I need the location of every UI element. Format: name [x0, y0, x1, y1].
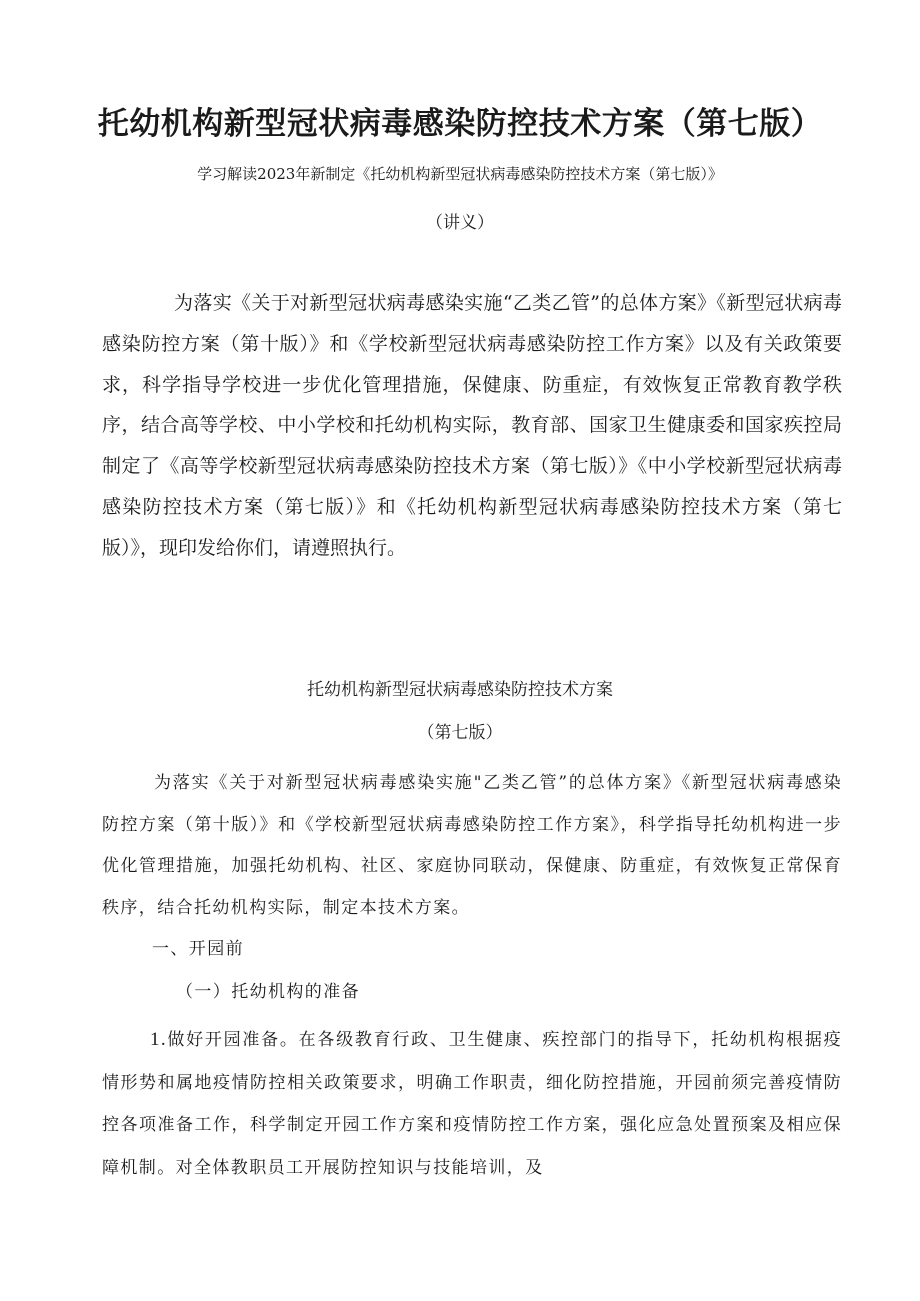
body-paragraph-1: 为落实《关于对新型冠状病毒感染实施"乙类乙管”的总体方案》《新型冠状病毒感染防控方案（第十版）》和《学校新型冠状病毒感染防控工作方案》，科学指导托幼机构进一步优化管理措施，加强托幼机构、社区、家庭协同联动，保健康、防重症，有效恢复正常保育秩序，结合托幼机构实际，制定本技术方案。	[102, 773, 842, 919]
body-paragraph-2	[102, 1019, 842, 1189]
section-version: （第七版）	[417, 723, 503, 743]
document-title: 托幼机构新型冠状病毒感染防控技术方案（第七版）	[97, 106, 823, 142]
section-title: 托幼机构新型冠状病毒感染防控技术方案	[307, 680, 613, 700]
item-text: 在各级教育行政、卫生健康、疾控部门的指导下，托幼机构根据疫情形势和属地疫情防控相关政策要求，明确工作职责，细化防控措施，开园前须完善疫情防控各项准备工作，科学制定开园工作方案和疫情防控工作方案，强化应急处置预案及相应保障机制。对全体教职员工开展防控知识与技能培训，及	[102, 1030, 842, 1178]
item-lead: 做好开园准备。	[167, 1030, 299, 1050]
heading-level-1: 一、开园前	[152, 939, 244, 959]
document-subtitle: 学习解读2023年新制定《托幼机构新型冠状病毒感染防控技术方案（第七版）》	[197, 165, 723, 183]
heading-level-2: （一）托幼机构的准备	[176, 982, 360, 1002]
lecture-tag: （讲义）	[426, 213, 494, 233]
item-number: 1.	[150, 1029, 168, 1050]
intro-paragraph: 为落实《关于对新型冠状病毒感染实施“乙类乙管”的总体方案》《新型冠状病毒感染防控方案（第十版）》和《学校新型冠状病毒感染防控工作方案》以及有关政策要求，科学指导学校进一步优化管理措施，保健康、防重症，有效恢复正常教育教学秩序，结合高等学校、中小学校和托幼机构实际，教育部、国家卫生健康委和国家疾控局制定了《高等学校新型冠状病毒感染防控技术方案（第七版）》《中小学校新型冠状病毒感染防控技术方案（第七版）》和《托幼机构新型冠状病毒感染防控技术方案（第七版）》，现印发给你们，请遵照执行。	[102, 292, 842, 559]
